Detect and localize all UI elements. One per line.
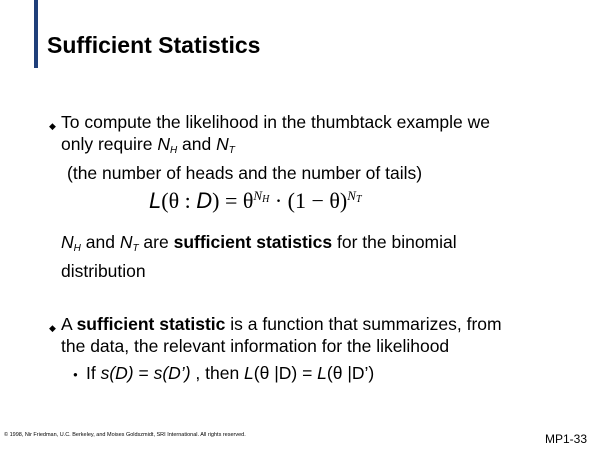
likelihood-formula: L(θ : $D) = \theta^{NH} \cdot (1 - \theta)^{NT}$: [149, 188, 362, 213]
slide-number: MP1-33: [545, 432, 588, 446]
bullet-icon: ◆: [49, 323, 56, 333]
slide-title: Sufficient Statistics: [47, 32, 261, 58]
paragraph-line-1: $N_H$ and $N_T$ are sufficient statistics for the binomial: [61, 232, 457, 254]
bullet-2-line-2: the data, the relevant information for the likelihood: [61, 336, 450, 356]
bullet-1-line-3: (the number of heads and the number of tails): [67, 163, 423, 183]
bullet-2-line-1: A sufficient statistic is a function that summarizes, from: [61, 314, 502, 334]
bullet-2: [61, 313, 502, 357]
sub-bullet-icon: ●: [73, 370, 78, 379]
paragraph-line-2: distribution: [61, 261, 146, 281]
bullet-1: [61, 111, 490, 184]
sufficient-statistics-paragraph: [61, 231, 457, 282]
copyright-footer: © 1998, Nir Friedman, U.C. Berkeley, and Moises Goldszmidt, SRI International. All rights reserved.: [4, 432, 246, 438]
bullet-icon: ◆: [49, 121, 56, 131]
bullet-1-line-2: only require $N_H$ and $N_T$: [61, 134, 235, 156]
title-accent-bar: [34, 0, 38, 68]
sub-bullet: If s(D) = s(D’) , then L(θ |D) = L(θ |D’): [86, 363, 375, 383]
bullet-1-line-1: To compute the likelihood in the thumbtack example we: [61, 112, 490, 132]
